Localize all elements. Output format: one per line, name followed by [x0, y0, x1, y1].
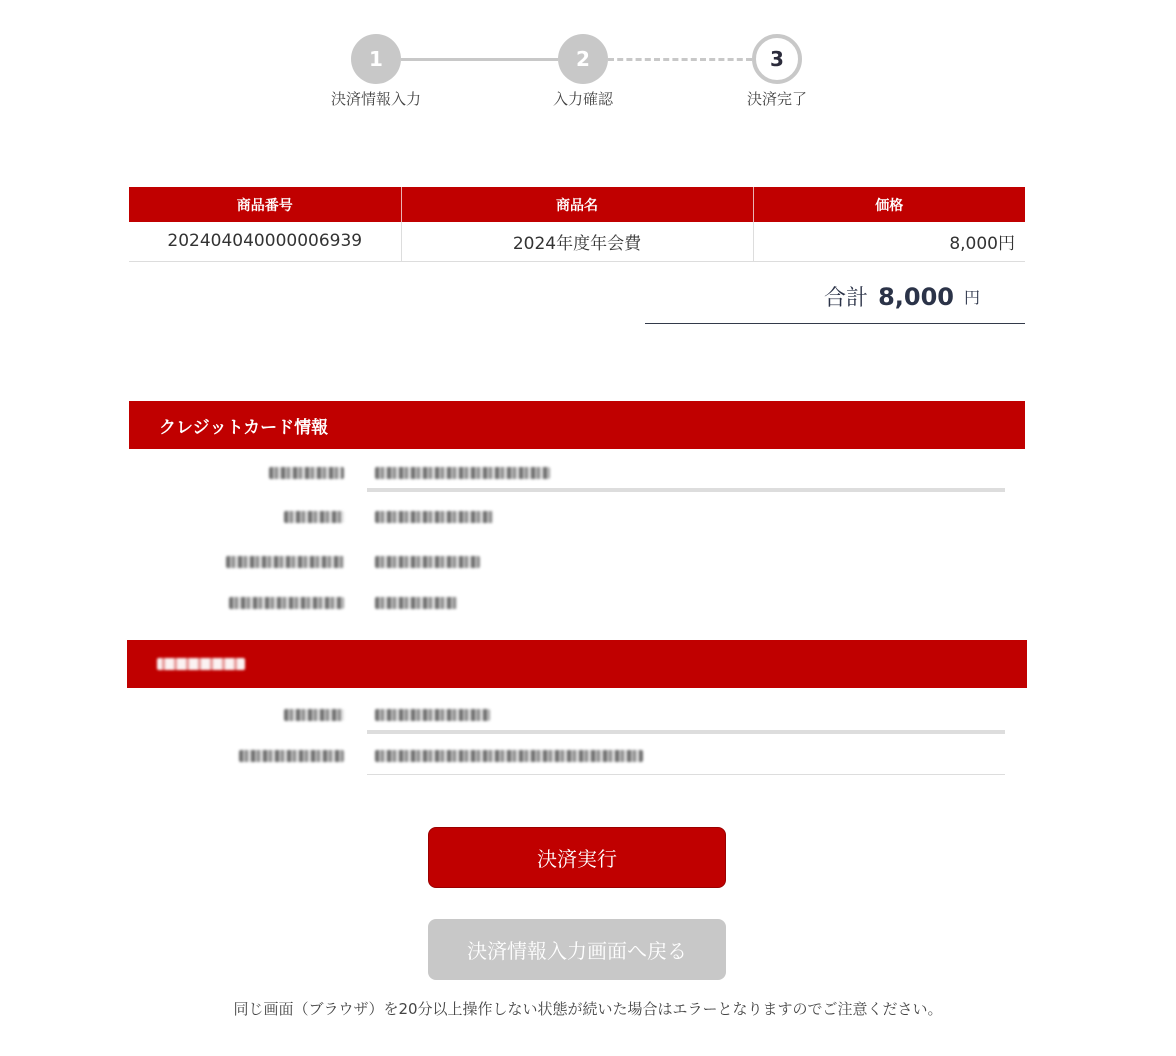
credit-row-4 [129, 582, 1025, 622]
product-table [129, 187, 1025, 262]
header-product-number: 商品番号 [129, 187, 401, 222]
back-to-input-button[interactable]: 決済情報入力画面へ戻る [428, 919, 726, 980]
table-header-row [129, 187, 1025, 222]
session-timeout-notice: 同じ画面（ブラウザ）を20分以上操作しない状態が続いた場合はエラーとなりますのでご注意ください。 [233, 1000, 943, 1018]
table-row [129, 222, 1025, 261]
customer-row-2-value [367, 735, 1005, 775]
total-summary [645, 270, 1025, 324]
step-3-number: 3 [770, 47, 784, 71]
step-2-circle [558, 34, 608, 84]
credit-card-section-title: クレジットカード情報 [159, 417, 329, 438]
step-1-circle [351, 34, 401, 84]
credit-row-1-value [367, 452, 1005, 492]
customer-row-1 [129, 694, 1025, 734]
credit-row-4-label [129, 594, 344, 608]
customer-row-1-value [367, 694, 1005, 734]
credit-row-1-label [129, 464, 344, 478]
credit-row-1 [129, 452, 1025, 492]
step-connector-1 [401, 58, 558, 61]
step-1-number: 1 [369, 47, 383, 71]
customer-section-header [127, 640, 1027, 688]
step-1-label: 決済情報入力 [330, 90, 421, 108]
credit-card-section-header [129, 401, 1025, 449]
header-product-name: 商品名 [401, 187, 753, 222]
product-number-cell: 202404040000006939 [129, 222, 401, 261]
step-connector-2 [608, 58, 752, 61]
customer-row-2-label [129, 747, 344, 761]
credit-row-2 [129, 496, 1025, 536]
credit-row-4-value [367, 582, 1005, 622]
credit-row-3-label [129, 553, 344, 567]
step-3-label: 決済完了 [746, 90, 807, 108]
customer-row-1-label [129, 706, 344, 720]
customer-row-2 [129, 735, 1025, 775]
product-name-cell: 2024年度年会費 [401, 222, 753, 261]
credit-row-2-label [129, 508, 344, 522]
header-price: 価格 [753, 187, 1025, 222]
total-value: 8,000 [878, 282, 954, 311]
credit-row-3-value [367, 541, 1005, 581]
customer-section-title [157, 658, 245, 670]
total-label: 合計 [824, 286, 869, 311]
progress-stepper [0, 0, 1176, 120]
step-3-circle [752, 34, 802, 84]
step-2-label: 入力確認 [552, 90, 613, 108]
credit-row-3 [129, 541, 1025, 581]
step-2-number: 2 [576, 47, 590, 71]
total-unit: 円 [963, 288, 980, 307]
execute-payment-button[interactable]: 決済実行 [428, 827, 726, 888]
credit-row-2-value [367, 496, 1005, 536]
price-cell: 8,000円 [753, 222, 1025, 261]
